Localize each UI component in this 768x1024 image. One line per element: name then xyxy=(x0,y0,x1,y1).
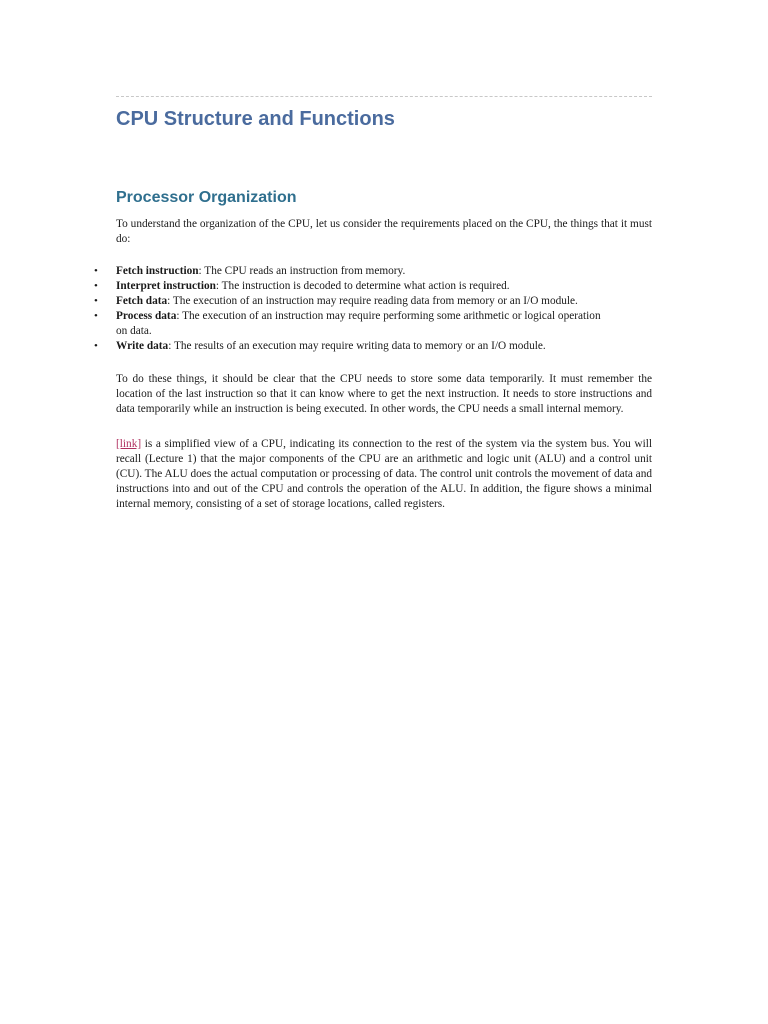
list-item xyxy=(94,264,614,279)
requirement-description: : The execution of an instruction may require reading data from memory or an I/O module. xyxy=(167,295,578,307)
requirements-list xyxy=(94,264,614,354)
bullet-icon: • xyxy=(94,310,98,322)
requirement-description: : The execution of an instruction may require performing some arithmetic or logical operation on data. xyxy=(116,310,601,337)
list-item xyxy=(94,339,614,354)
requirement-description: : The results of an execution may require writing data to memory or an I/O module. xyxy=(168,340,546,352)
page-title: CPU Structure and Functions xyxy=(116,108,395,130)
bullet-icon: • xyxy=(94,295,98,307)
figure-link[interactable]: [link] xyxy=(116,438,142,450)
requirement-term: Fetch data xyxy=(116,295,168,307)
figure-paragraph-text: is a simplified view of a CPU, indicating its connection to the rest of the system via the system bus. You will recall (Lecture 1) that the major components of the CPU are an arithmetic and logic unit (ALU) and a control unit (CU). The ALU does the actual computation or processing of data. The control unit controls the movement of data and instructions into and out of the CPU and controls the operation of the ALU. In addition, the figure shows a minimal internal memory, consisting of a set of storage locations, called registers. xyxy=(116,438,652,510)
figure-paragraph xyxy=(116,437,652,512)
requirement-description: : The CPU reads an instruction from memory. xyxy=(198,265,406,277)
bullet-icon: • xyxy=(94,280,98,292)
requirement-description: : The instruction is decoded to determine what action is required. xyxy=(215,280,510,292)
list-item xyxy=(94,294,614,309)
requirement-term: Process data xyxy=(116,310,177,322)
bullet-icon: • xyxy=(94,340,98,352)
list-item xyxy=(94,279,614,294)
requirement-term: Interpret instruction xyxy=(116,280,216,292)
intro-paragraph: To understand the organization of the CPU, let us consider the requirements placed on the CPU, the things that it must do: xyxy=(116,218,652,245)
section-heading: Processor Organization xyxy=(116,189,297,206)
bullet-icon: • xyxy=(94,265,98,277)
storage-paragraph: To do these things, it should be clear that the CPU needs to store some data temporarily. It must remember the location of the last instruction so that it can know where to get the next instruction. It needs to store instructions and data temporarily while an instruction is being executed. In other words, the CPU needs a small internal memory. xyxy=(116,373,652,415)
requirement-term: Write data xyxy=(116,340,169,352)
list-item xyxy=(94,309,614,339)
header-divider xyxy=(116,96,652,97)
requirement-term: Fetch instruction xyxy=(116,265,199,277)
